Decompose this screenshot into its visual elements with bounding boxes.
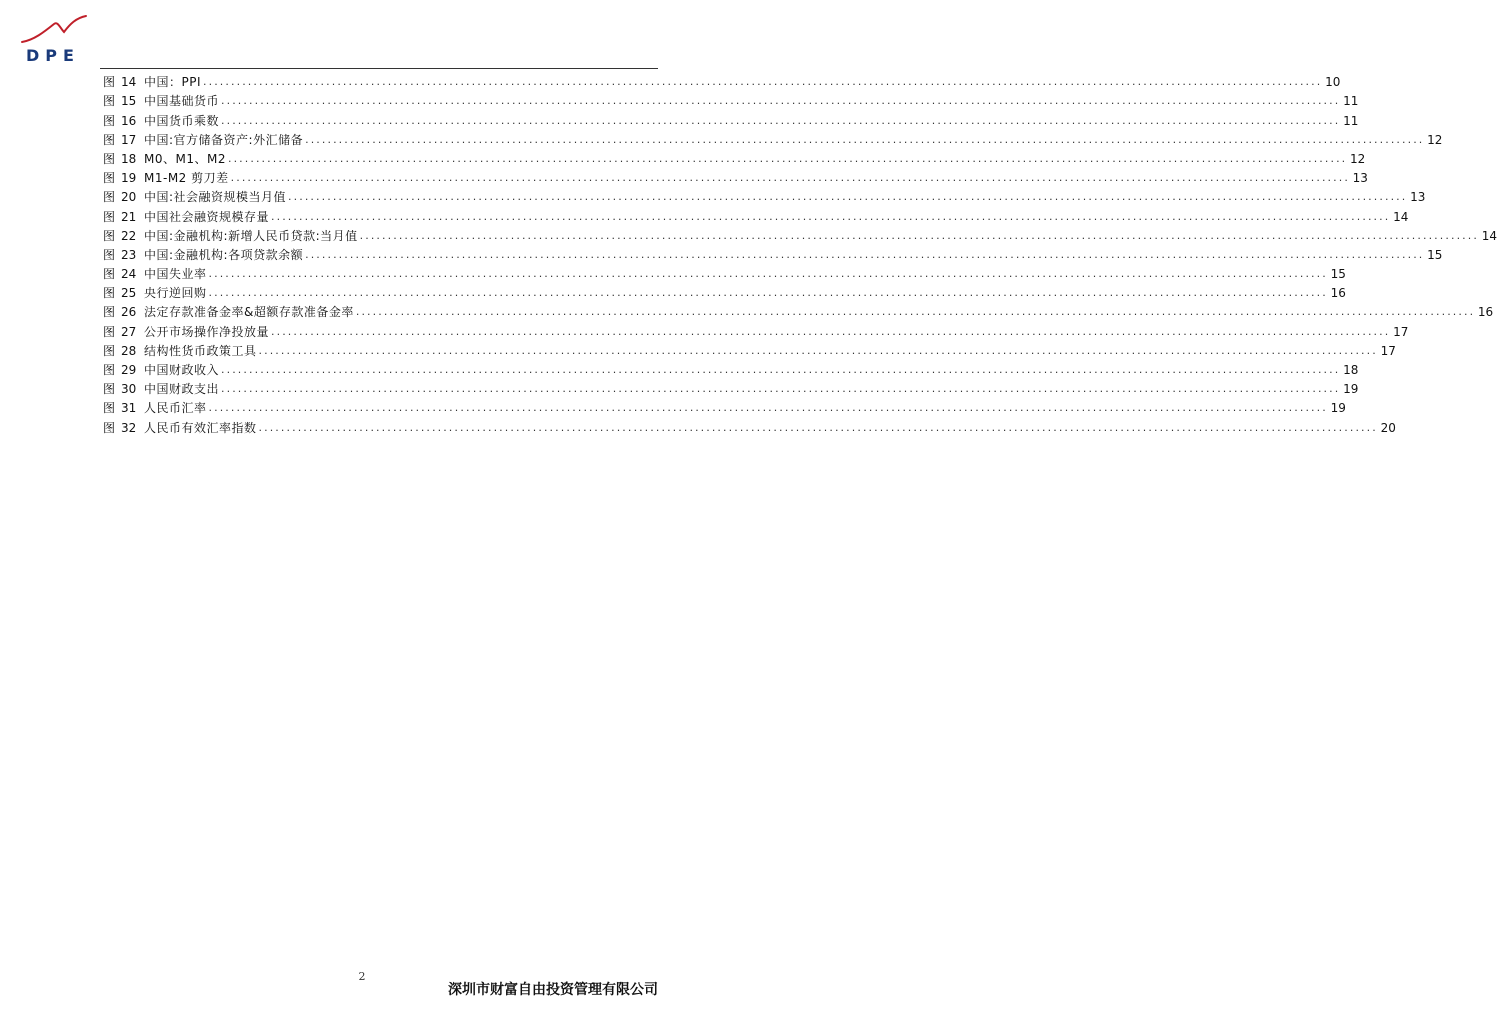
footer-company-name: 深圳市财富自由投资管理有限公司 bbox=[448, 982, 658, 998]
toc-entry-page[interactable]: 12 bbox=[1350, 151, 1366, 166]
toc-entry-prefix: 图 bbox=[103, 343, 116, 358]
toc-entry[interactable] bbox=[103, 262, 1346, 282]
toc-entry-title[interactable]: 人民币汇率 bbox=[144, 401, 207, 416]
toc-entry-leader: ........................................................................................................................................................................................................ bbox=[359, 228, 1479, 242]
toc-entry-page[interactable]: 16 bbox=[1477, 305, 1494, 320]
toc-entry-prefix: 图 bbox=[103, 94, 116, 109]
toc-entry-page[interactable]: 15 bbox=[1427, 247, 1443, 262]
toc-entry-page[interactable]: 18 bbox=[1343, 363, 1359, 377]
toc-entry-title[interactable]: 中国货币乘数 bbox=[144, 113, 220, 128]
toc-entry-number: 14 bbox=[121, 75, 137, 90]
toc-entry[interactable] bbox=[103, 147, 1366, 166]
toc-entry-number: 20 bbox=[121, 190, 137, 205]
toc-entry-title[interactable]: 中国：PPI bbox=[144, 75, 202, 90]
toc-entry-prefix: 图 bbox=[103, 151, 116, 166]
toc-entry-prefix: 图 bbox=[103, 363, 116, 377]
toc-entry-title[interactable]: 中国基础货币 bbox=[144, 94, 220, 109]
toc-entry-leader: ........................................................................................................................................................................................................ bbox=[227, 151, 1348, 165]
toc-entry-leader: ........................................................................................................................................................................................................ bbox=[258, 420, 1378, 434]
toc-entry-prefix: 图 bbox=[103, 190, 116, 205]
toc-entry-page[interactable]: 19 bbox=[1330, 401, 1346, 416]
toc-entry-leader: ........................................................................................................................................................................................................ bbox=[208, 286, 1328, 300]
toc-entry[interactable] bbox=[103, 415, 1396, 435]
toc-entry[interactable] bbox=[103, 70, 1341, 90]
toc-entry-number: 21 bbox=[121, 209, 137, 224]
dpe-logo bbox=[20, 14, 90, 64]
toc-entry-title[interactable]: 法定存款准备金率&超额存款准备金率 bbox=[144, 305, 354, 320]
toc-entry-prefix: 图 bbox=[103, 305, 116, 320]
toc-entry[interactable] bbox=[103, 319, 1409, 339]
toc-entry-number: 26 bbox=[121, 305, 137, 320]
toc-entry[interactable] bbox=[103, 358, 1359, 377]
toc-entry-page[interactable]: 12 bbox=[1427, 132, 1443, 147]
toc-entry-number: 18 bbox=[121, 151, 137, 166]
toc-entry[interactable] bbox=[103, 108, 1359, 128]
header-divider bbox=[100, 68, 658, 69]
toc-entry-leader: ........................................................................................................................................................................................................ bbox=[221, 94, 1341, 108]
toc-entry-leader: ........................................................................................................................................................................................................ bbox=[221, 363, 1341, 376]
toc-entry[interactable] bbox=[103, 243, 1443, 262]
toc-entry[interactable] bbox=[103, 377, 1359, 397]
toc-entry-title[interactable]: 央行逆回购 bbox=[144, 286, 207, 301]
toc-entry-page[interactable]: 19 bbox=[1343, 382, 1359, 397]
toc-entry-title[interactable]: 中国:金融机构:各项贷款余额 bbox=[144, 247, 304, 262]
toc-entry-page[interactable]: 20 bbox=[1380, 420, 1396, 435]
toc-entry-prefix: 图 bbox=[103, 228, 116, 243]
toc-entry-leader: ........................................................................................................................................................................................................ bbox=[208, 267, 1328, 281]
toc-entry-number: 31 bbox=[121, 401, 137, 416]
toc-entry-number: 28 bbox=[121, 343, 137, 358]
toc-entry-page[interactable]: 13 bbox=[1352, 171, 1368, 186]
toc-entry-leader: ........................................................................................................................................................................................................ bbox=[305, 132, 1425, 146]
toc-entry-leader: ........................................................................................................................................................................................................ bbox=[258, 343, 1378, 357]
toc-entry-prefix: 图 bbox=[103, 286, 116, 301]
toc-entry-prefix: 图 bbox=[103, 209, 116, 224]
toc-entry-number: 29 bbox=[121, 363, 137, 377]
toc-entry-title[interactable]: 人民币有效汇率指数 bbox=[144, 420, 257, 435]
toc-entry-prefix: 图 bbox=[103, 267, 116, 282]
toc-entry-number: 23 bbox=[121, 247, 137, 262]
toc-entry-prefix: 图 bbox=[103, 420, 116, 435]
toc-entry[interactable] bbox=[103, 300, 1494, 320]
toc-entry[interactable] bbox=[103, 281, 1346, 301]
toc-entry-prefix: 图 bbox=[103, 132, 116, 147]
toc-entry-leader: ........................................................................................................................................................................................................ bbox=[230, 171, 1350, 185]
toc-entry-number: 22 bbox=[121, 228, 137, 243]
toc-entry-page[interactable]: 15 bbox=[1330, 267, 1346, 282]
toc-entry-title[interactable]: 结构性货币政策工具 bbox=[144, 343, 257, 358]
toc-entry-title[interactable]: 中国财政收入 bbox=[144, 363, 220, 377]
toc-entry-number: 27 bbox=[121, 324, 137, 339]
toc-entry-number: 19 bbox=[121, 171, 137, 186]
toc-entry-page[interactable]: 14 bbox=[1393, 209, 1409, 224]
toc-entry-leader: ........................................................................................................................................................................................................ bbox=[271, 324, 1391, 338]
toc-entry-leader: ........................................................................................................................................................................................................ bbox=[288, 190, 1408, 204]
toc-entry-title[interactable]: 公开市场操作净投放量 bbox=[144, 324, 270, 339]
toc-entry[interactable] bbox=[103, 396, 1346, 416]
toc-entry-number: 30 bbox=[121, 382, 137, 397]
toc-entry-page[interactable]: 13 bbox=[1410, 190, 1426, 205]
toc-entry-title[interactable]: 中国:社会融资规模当月值 bbox=[144, 190, 287, 205]
toc-entry-page[interactable]: 11 bbox=[1343, 113, 1359, 128]
toc-entry-leader: ........................................................................................................................................................................................................ bbox=[221, 382, 1341, 396]
toc-entry-number: 24 bbox=[121, 267, 137, 282]
toc-entry-leader: ........................................................................................................................................................................................................ bbox=[203, 75, 1323, 89]
toc-entry-prefix: 图 bbox=[103, 75, 116, 90]
logo-swoosh-icon bbox=[20, 14, 90, 46]
toc-entry-prefix: 图 bbox=[103, 247, 116, 262]
table-of-figures bbox=[103, 70, 1497, 435]
toc-entry-leader: ........................................................................................................................................................................................................ bbox=[208, 401, 1328, 415]
toc-entry-page[interactable]: 16 bbox=[1330, 286, 1346, 301]
toc-entry-page[interactable]: 10 bbox=[1325, 75, 1341, 90]
toc-entry-number: 16 bbox=[121, 113, 137, 128]
toc-entry-prefix: 图 bbox=[103, 324, 116, 339]
toc-entry-number: 25 bbox=[121, 286, 137, 301]
toc-entry-title[interactable]: 中国:金融机构:新增人民币贷款:当月值 bbox=[144, 228, 358, 243]
toc-entry-prefix: 图 bbox=[103, 401, 116, 416]
toc-entry[interactable] bbox=[103, 128, 1443, 147]
toc-entry-leader: ........................................................................................................................................................................................................ bbox=[271, 209, 1391, 223]
toc-entry-leader: ........................................................................................................................................................................................................ bbox=[305, 247, 1425, 261]
toc-entry[interactable] bbox=[103, 204, 1409, 224]
toc-entry-page[interactable]: 17 bbox=[1393, 324, 1409, 339]
logo-text: DPE bbox=[26, 46, 80, 65]
toc-entry[interactable] bbox=[103, 339, 1396, 358]
page-number: 2 bbox=[358, 970, 366, 983]
toc-entry-title[interactable]: M1-M2 剪刀差 bbox=[144, 171, 229, 186]
toc-entry-prefix: 图 bbox=[103, 171, 116, 186]
toc-entry-title[interactable]: M0、M1、M2 bbox=[144, 151, 226, 166]
toc-entry-page[interactable]: 14 bbox=[1481, 228, 1497, 243]
toc-entry-prefix: 图 bbox=[103, 382, 116, 397]
toc-entry-number: 32 bbox=[121, 420, 137, 435]
toc-entry[interactable] bbox=[103, 224, 1497, 243]
toc-entry-title[interactable]: 中国:官方储备资产:外汇储备 bbox=[144, 132, 304, 147]
toc-entry-leader: ........................................................................................................................................................................................................ bbox=[221, 113, 1341, 127]
toc-entry[interactable] bbox=[103, 185, 1426, 205]
toc-entry-title[interactable]: 中国财政支出 bbox=[144, 382, 220, 397]
toc-entry-title[interactable]: 中国社会融资规模存量 bbox=[144, 209, 270, 224]
toc-entry-prefix: 图 bbox=[103, 113, 116, 128]
toc-entry-title[interactable]: 中国失业率 bbox=[144, 267, 207, 282]
toc-entry-number: 17 bbox=[121, 132, 137, 147]
toc-entry-page[interactable]: 17 bbox=[1380, 343, 1396, 358]
toc-entry-leader: ........................................................................................................................................................................................................ bbox=[355, 305, 1476, 319]
toc-entry[interactable] bbox=[103, 166, 1368, 186]
toc-entry[interactable] bbox=[103, 89, 1359, 109]
toc-entry-number: 15 bbox=[121, 94, 137, 109]
toc-entry-page[interactable]: 11 bbox=[1343, 94, 1359, 109]
